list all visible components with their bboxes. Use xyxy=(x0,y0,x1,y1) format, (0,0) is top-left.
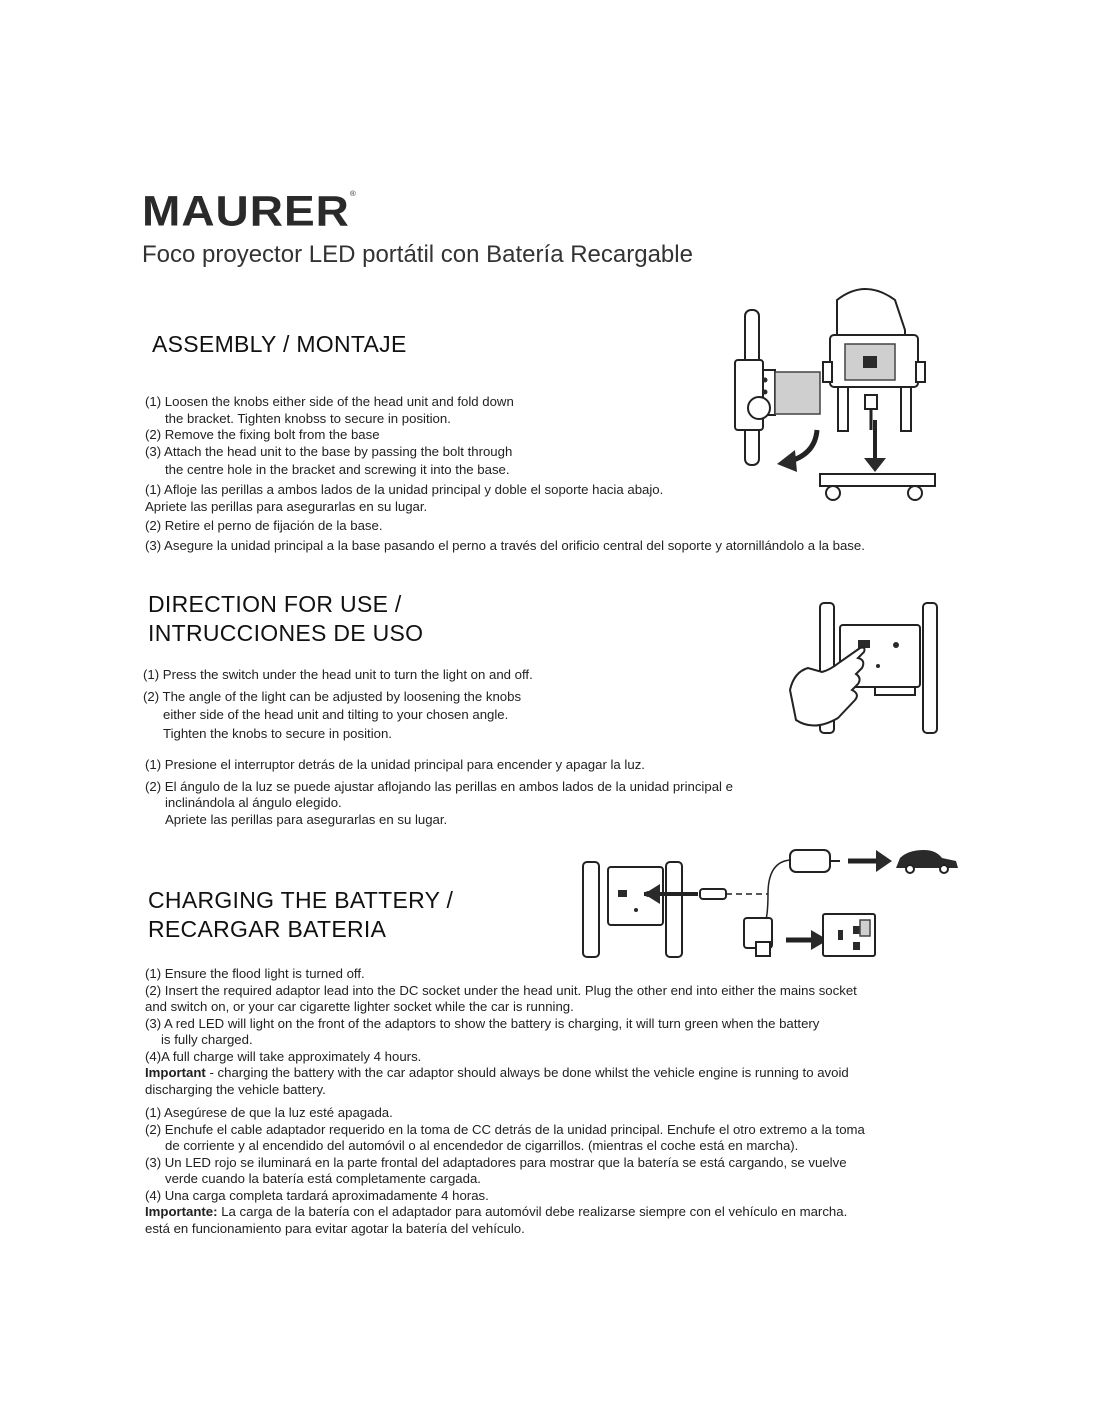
switch-press-illustration xyxy=(780,600,960,740)
assembly-instructions-en xyxy=(145,394,705,479)
charging-en-important xyxy=(145,1065,925,1082)
direction-es-line: inclinándola al ángulo elegido. xyxy=(165,795,342,810)
direction-es-line: (1) Presione el interruptor detrás de la unidad principal para encender y apagar la luz. xyxy=(145,757,645,772)
assembly-en-line: (3) Attach the head unit to the base by passing the bolt through xyxy=(145,443,513,459)
charging-heading xyxy=(148,886,453,944)
page-subtitle: Foco proyector LED portátil con Batería Recargable xyxy=(142,241,693,268)
charging-heading-line1: CHARGING THE BATTERY / xyxy=(148,887,454,913)
assembly-en-line: (1) Loosen the knobs either side of the head unit and fold down xyxy=(145,394,514,409)
charging-en-line: (1) Ensure the flood light is turned off. xyxy=(145,966,365,981)
important-label: Important xyxy=(145,1065,206,1080)
importante-text: La carga de la batería con el adaptador para automóvil debe realizarse siempre con el vehículo en marcha. xyxy=(217,1204,848,1219)
important-text: - charging the battery with the car adaptor should always be done whilst the vehicle engine is running to avoid xyxy=(205,1065,849,1080)
charging-es-important xyxy=(145,1204,935,1221)
charging-es-line: verde cuando la batería está completamente cargada. xyxy=(165,1171,481,1186)
direction-en-line: (1) Press the switch under the head unit to turn the light on and off. xyxy=(143,667,533,682)
direction-en-line: (2) The angle of the light can be adjusted by loosening the knobs xyxy=(143,688,522,704)
assembly-es-line: (3) Asegure la unidad principal a la base pasando el perno a través del orificio central del soporte y atornillándolo a la base. xyxy=(145,537,865,553)
direction-en-line: either side of the head unit and tilting to your chosen angle. xyxy=(163,707,509,722)
importante-label: Importante: xyxy=(145,1204,218,1219)
charging-es-line: (3) Un LED rojo se iluminará en la parte frontal del adaptadores para mostrar que la batería se está cargando, se vuelve xyxy=(145,1154,847,1170)
assembly-es-line: Apriete las perillas para asegurarlas en su lugar. xyxy=(145,498,428,514)
assembly-en-line: (2) Remove the fixing bolt from the base xyxy=(145,427,380,442)
charging-en-line: (4)A full charge will take approximately 4 hours. xyxy=(145,1048,422,1064)
direction-heading xyxy=(148,590,423,648)
assembly-es-line: (1) Afloje las perillas a ambos lados de la unidad principal y doble el soporte hacia abajo. xyxy=(145,482,664,497)
charging-es-line: (1) Asegúrese de que la luz esté apagada. xyxy=(145,1105,393,1120)
direction-instructions-en xyxy=(143,667,703,742)
charging-en-line: (2) Insert the required adaptor lead into the DC socket under the head unit. Plug the other end into either the mains socket xyxy=(145,982,857,998)
charging-es-line: (4) Una carga completa tardará aproximadamente 4 horas. xyxy=(145,1187,489,1203)
direction-heading-line2: INTRUCCIONES DE USO xyxy=(148,620,424,646)
direction-es-line: Apriete las perillas para asegurarlas en su lugar. xyxy=(165,811,448,827)
assembly-en-line: the bracket. Tighten knobss to secure in position. xyxy=(165,410,451,426)
assembly-es-line: (2) Retire el perno de fijación de la base. xyxy=(145,518,383,533)
direction-es-line: (2) El ángulo de la luz se puede ajustar aflojando las perillas en ambos lados de la unidad principal e xyxy=(145,778,733,794)
direction-instructions-es xyxy=(145,757,865,828)
charging-en-line: is fully charged. xyxy=(161,1032,253,1047)
direction-heading-line1: DIRECTION FOR USE / xyxy=(148,591,402,617)
assembly-illustration xyxy=(725,280,965,505)
charging-instructions-en xyxy=(145,966,925,1098)
brand-logo-text: MAURER xyxy=(142,186,350,235)
charging-en-important-cont: discharging the vehicle battery. xyxy=(145,1081,326,1097)
charging-instructions-es xyxy=(145,1105,935,1237)
charging-en-line: (3) A red LED will light on the front of the adaptors to show the battery is charging, it will turn green when the battery xyxy=(145,1015,820,1031)
assembly-heading: ASSEMBLY / MONTAJE xyxy=(152,331,407,357)
registered-mark: ® xyxy=(349,189,357,198)
charging-es-important-cont: está en funcionamiento para evitar agotar la batería del vehículo. xyxy=(145,1220,525,1236)
charging-illustration xyxy=(578,842,968,967)
charging-heading-line2: RECARGAR BATERIA xyxy=(148,916,387,942)
assembly-en-line: the centre hole in the bracket and screwing it into the base. xyxy=(165,462,510,477)
charging-es-line: de corriente y al encendido del automóvil o al encendedor de cigarrillos. (mientras el coche está en marcha). xyxy=(165,1138,799,1153)
charging-es-line: (2) Enchufe el cable adaptador requerido en la toma de CC detrás de la unidad principal. Enchufe el otro extremo a la toma xyxy=(145,1121,865,1137)
brand-logo xyxy=(142,186,357,236)
charging-en-line: and switch on, or your car cigarette lighter socket while the car is running. xyxy=(145,999,574,1014)
direction-en-line: Tighten the knobs to secure in position. xyxy=(163,725,392,741)
